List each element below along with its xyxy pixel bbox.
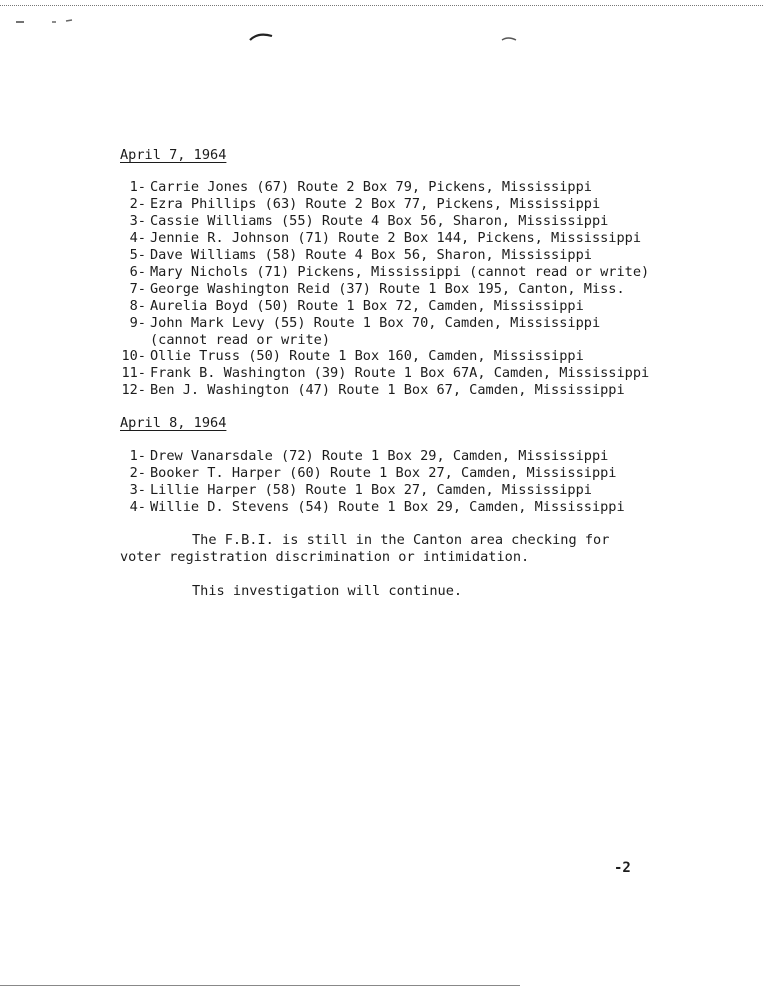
list-item: 4- Jennie R. Johnson (71) Route 2 Box 144, Pickens, Mississippi	[129, 230, 642, 246]
list-item: 8- Aurelia Boyd (50) Route 1 Box 72, Camden, Mississippi	[129, 298, 584, 314]
list-item: 11- Frank B. Washington (39) Route 1 Box 67A, Camden, Mississippi	[121, 365, 650, 381]
list-item: 5- Dave Williams (58) Route 4 Box 56, Sharon, Mississippi	[129, 247, 592, 263]
date-heading-april-8: April 8, 1964	[120, 415, 227, 431]
list-item: 7- George Washington Reid (37) Route 1 Box 195, Canton, Miss.	[129, 281, 625, 297]
list-item: 2- Booker T. Harper (60) Route 1 Box 27, Camden, Mississippi	[129, 465, 617, 481]
list-item: 1- Carrie Jones (67) Route 2 Box 79, Pickens, Mississippi	[129, 179, 592, 195]
paragraph-line: voter registration discrimination or intimidation.	[120, 549, 530, 565]
top-edge-rule	[0, 5, 763, 6]
paragraph-line: The F.B.I. is still in the Canton area checking for	[192, 532, 610, 548]
page-number: -2	[614, 860, 631, 876]
list-item: 3- Cassie Williams (55) Route 4 Box 56, Sharon, Mississippi	[129, 213, 609, 229]
scan-mark-dashes	[14, 16, 74, 26]
date-heading-april-7: April 7, 1964	[120, 147, 227, 163]
list-item: 12- Ben J. Washington (47) Route 1 Box 67, Camden, Mississippi	[121, 382, 625, 398]
scan-mark-right	[500, 34, 518, 44]
list-item: 3- Lillie Harper (58) Route 1 Box 27, Camden, Mississippi	[129, 482, 592, 498]
list-item-continuation: (cannot read or write)	[150, 332, 331, 348]
list-item: 10- Ollie Truss (50) Route 1 Box 160, Camden, Mississippi	[121, 348, 584, 364]
list-item: 2- Ezra Phillips (63) Route 2 Box 77, Pickens, Mississippi	[129, 196, 601, 212]
list-item: 1- Drew Vanarsdale (72) Route 1 Box 29, Camden, Mississippi	[129, 448, 609, 464]
closing-paragraph: This investigation will continue.	[192, 583, 463, 599]
list-item: 6- Mary Nichols (71) Pickens, Mississippi (cannot read or write)	[129, 264, 650, 280]
scan-mark-left	[248, 30, 274, 44]
list-item: 9- John Mark Levy (55) Route 1 Box 70, Camden, Mississippi	[129, 315, 601, 331]
bottom-edge-rule	[0, 985, 520, 986]
list-item: 4- Willie D. Stevens (54) Route 1 Box 29, Camden, Mississippi	[129, 499, 625, 515]
